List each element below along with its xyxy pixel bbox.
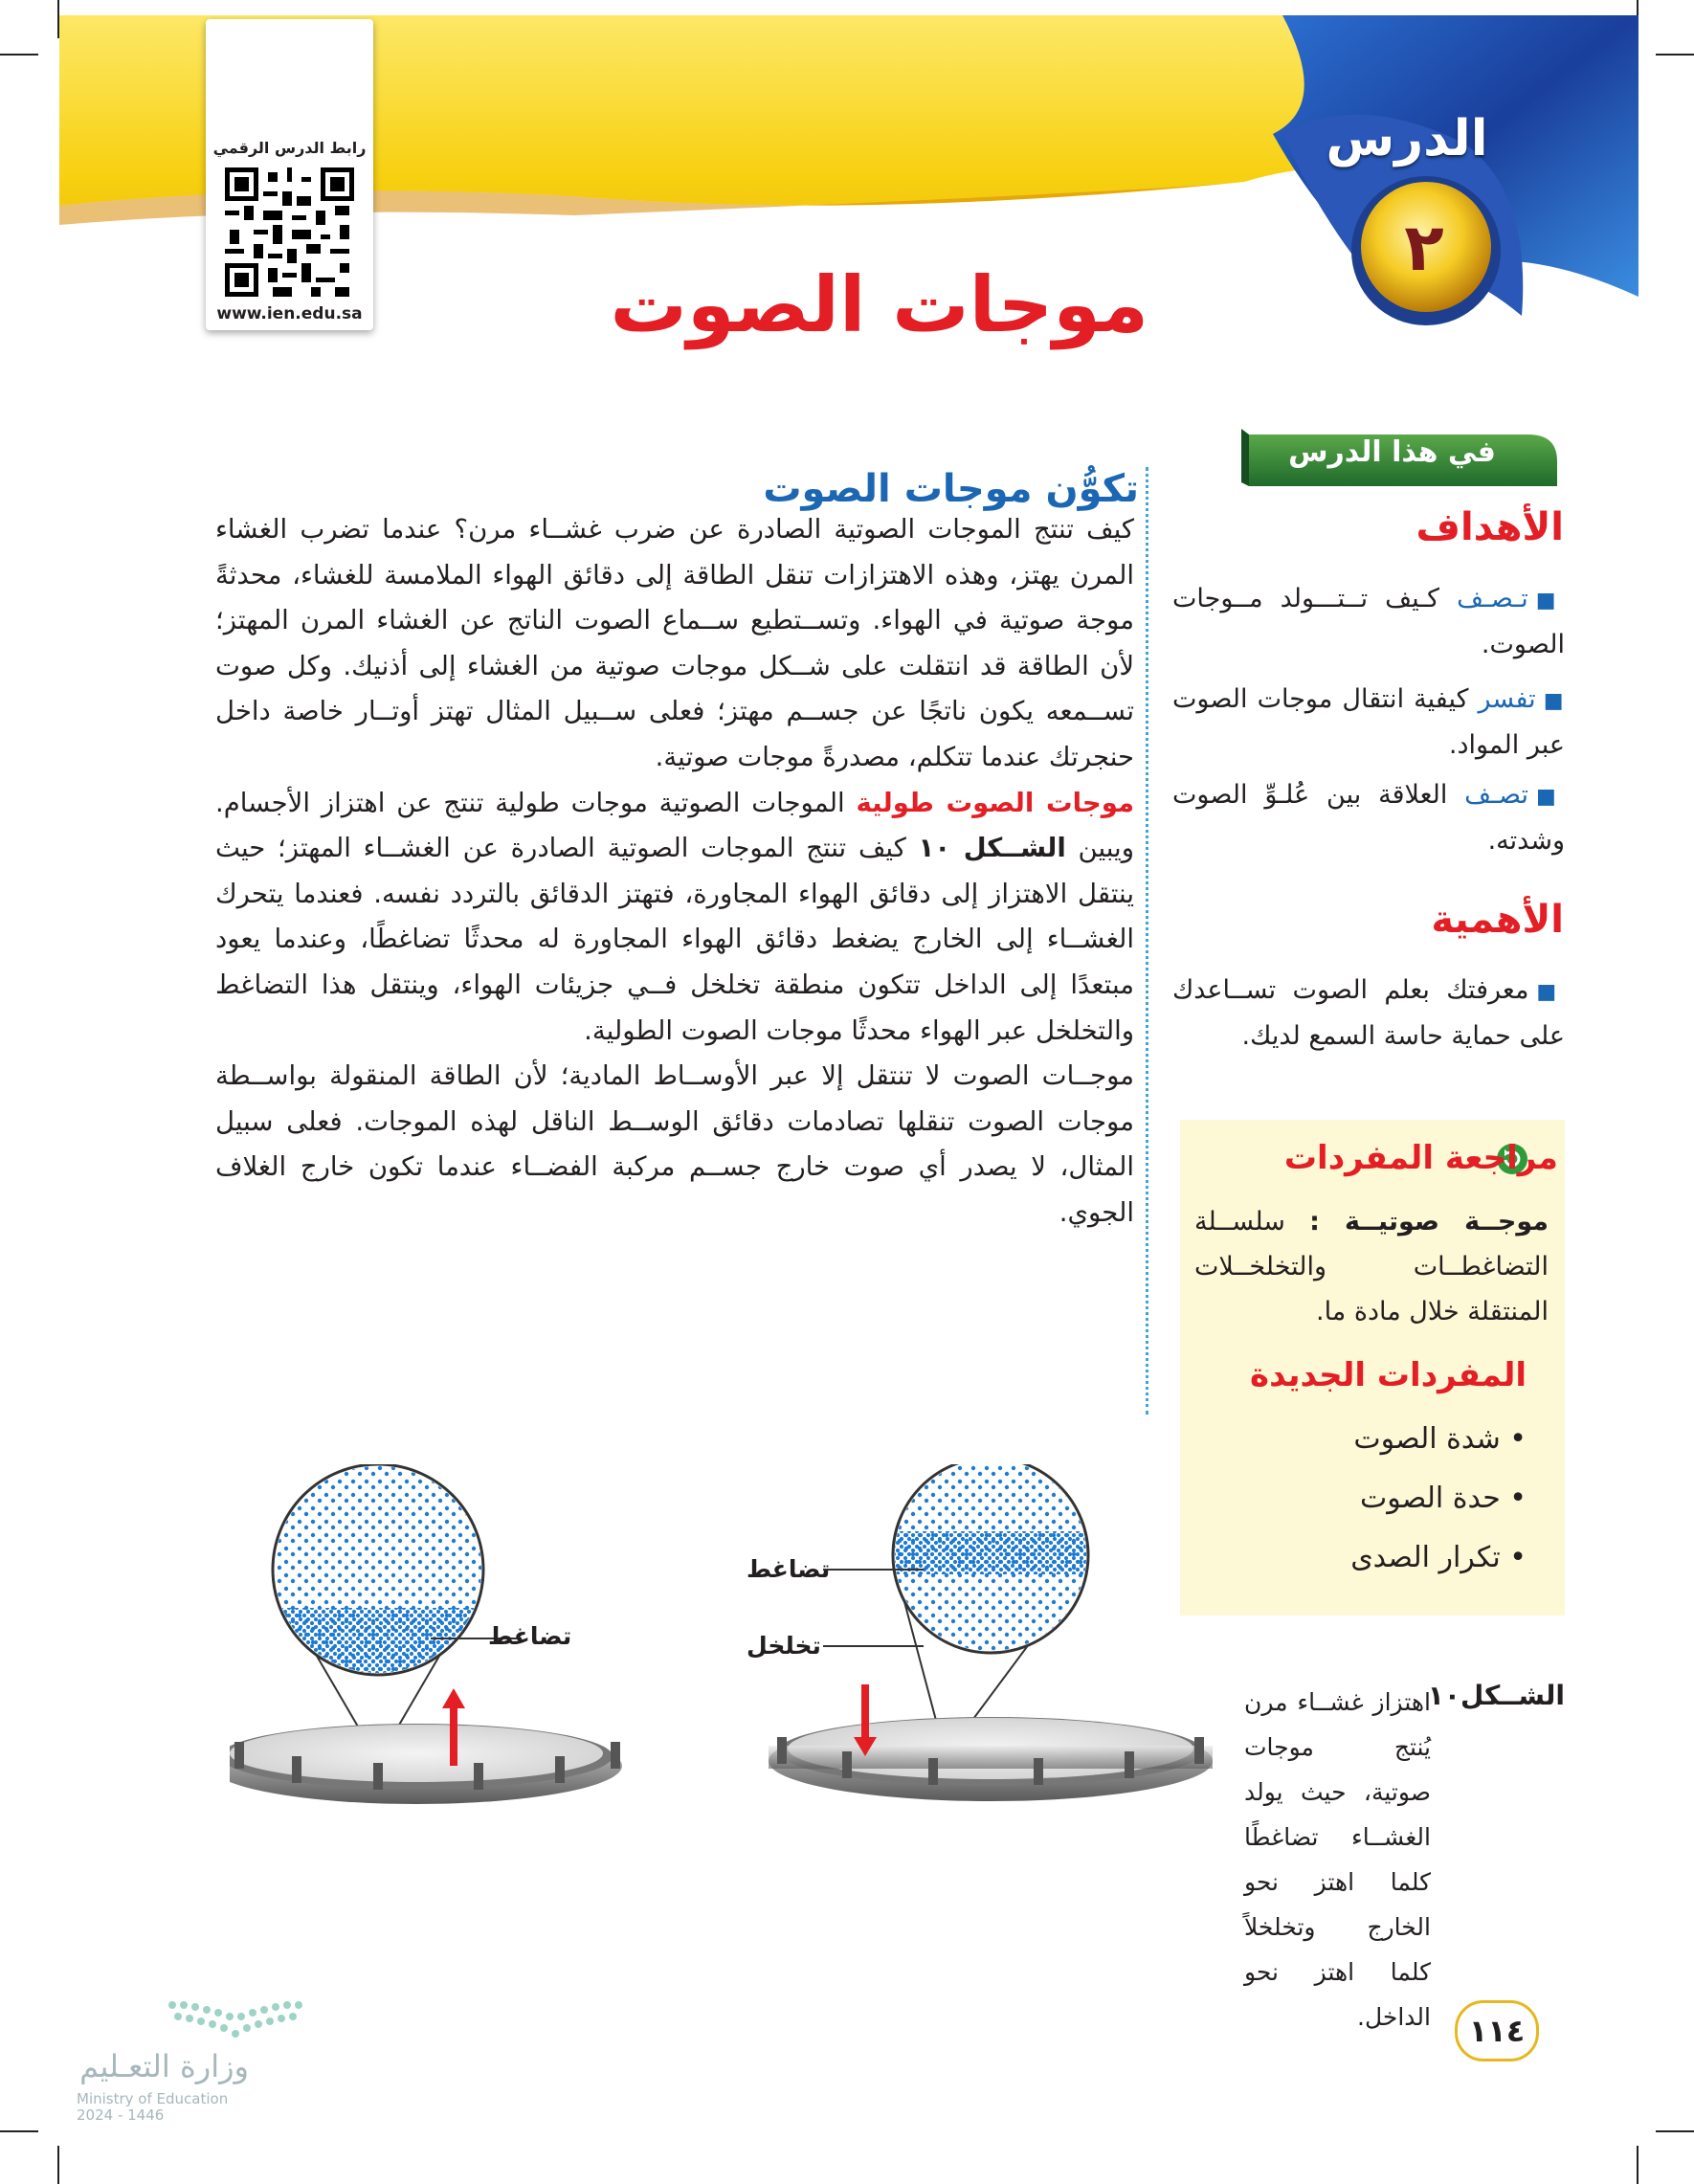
importance-item: ■معرفتك بعلم الصوت تســاعدك على حماية حاسة السمع لديك.: [1172, 975, 1565, 1051]
vocab-review-heading: مراجعة المفردات: [1283, 1139, 1558, 1177]
importance-heading: الأهمية: [1431, 898, 1564, 942]
paragraph-1: كيف تنتج الموجات الصوتية الصادرة عن ضرب غشــاء مرن؟ عندما تضرب الغشاء المرن يهتز، وهذه الاهتزازات تنقل الطاقة إلى دقائق الهواء الملامسة للغشاء، محدثةً موجة صوتية في الهواء. وتســتطيع ســماع الصوت الناتج عن الغشاء المرن المهتز؛ لأن الطاقة قد انتقلت على شــكل موجات صوتية من الغشاء إلى أذنيك. وكل صوت تســمعه يكون ناتجًا عن جســم مهتز؛ فعلى ســبيل المثال تهتز أوتــار خاصة داخل حنجرتك عندما تتكلم، مصدرةً موجات صوتية.: [215, 514, 1134, 772]
ministry-name-ar: وزارة التعـليم: [79, 2048, 249, 2084]
new-vocab-item: • حدة الصوت: [1359, 1482, 1527, 1515]
label-compression: تضاغط: [747, 1555, 831, 1583]
paragraph-3: موجــات الصوت لا تنتقل إلا عبر الأوســاط المادية؛ لأن الطاقة المنقولة بواســطة موجات الصوت تنقلها تصادمات دقائق الوســط الناقل لهذه الموجات. فعلى سبيل المثال، لا يصدر أي صوت خارج جســم مركبة الفضــاء عندما تكون خارج الغلاف الجوي.: [215, 1060, 1134, 1228]
lesson-label: الدرس: [1326, 110, 1488, 167]
qr-code-icon[interactable]: [225, 167, 354, 297]
new-vocab-item: • تكرار الصدى: [1350, 1541, 1527, 1574]
column-divider: [1146, 467, 1148, 1415]
crop-mark: [1637, 2146, 1638, 2184]
new-vocab-heading: المفردات الجديدة: [1250, 1356, 1527, 1394]
ministry-logo-icon: [163, 1995, 316, 2043]
crop-mark: [57, 2146, 59, 2184]
new-vocab-item: • شدة الصوت: [1353, 1422, 1527, 1456]
goal-item: ■تفسر كيفية انتقال موجات الصوت عبر المواد.: [1172, 684, 1565, 760]
label-rarefaction: تخلخل: [747, 1632, 821, 1660]
page-title: موجات الصوت: [610, 260, 1148, 349]
section-title: تكوُّن موجات الصوت: [763, 467, 1139, 511]
lesson-number: ٢: [1404, 211, 1444, 286]
qr-label: رابط الدرس الرقمي: [212, 139, 367, 157]
paragraph-2: موجات الصوت طولية الموجات الصوتية موجات طولية تنتج عن اهتزاز الأجسام. ويبين الشــكل ١٠ كيف تنتج الموجات الصوتية الصادرة عن الغشــاء المهتز؛ حيث ينتقل الاهتزاز إلى دقائق الهواء المجاورة، فتهتز الدقائق بالتردد نفسه. فعندما يتحرك الغشــاء إلى الخارج يضغط دقائق الهواء المجاورة له محدثًا تضاغطًا، وعندما يعود مبتعدًا إلى الداخل تتكون منطقة تخلخل فــي جزيئات الهواء، وينتقل هذا التضاغط والتخلخل عبر الهواء محدثًا موجات الصوت الطولية.: [215, 787, 1134, 1046]
vocab-definition: موجــة صوتيــة : سلســلة التضاغطــات والتخلخــلات المنتقلة خلال مادة ما.: [1194, 1207, 1549, 1326]
qr-url[interactable]: www.ien.edu.sa: [216, 304, 363, 323]
ministry-name-en: Ministry of Education: [77, 2090, 229, 2107]
label-compression: تضاغط: [488, 1622, 572, 1650]
crop-mark: [1656, 2130, 1694, 2132]
main-text: [215, 507, 1134, 1237]
figure-caption-title: الشــكل١٠: [1427, 1680, 1565, 1711]
figure-caption-text: اهتزاز غشــاء مرن يُنتج موجات صوتية، حيث يولد الغشــاء تضاغطًا كلما اهتز نحو الخارج وتخلخلاً كلما اهتز نحو الداخل.: [1244, 1688, 1431, 2031]
page-number: ١١٤: [1455, 2000, 1539, 2061]
goals-heading: الأهداف: [1415, 505, 1564, 549]
qr-card[interactable]: [206, 19, 373, 330]
figure-drum-outward: [230, 1464, 660, 1818]
goal-item: ■تـصـف كـيف تــتـــولد مــوجات الصوت.: [1172, 584, 1565, 659]
goal-item: ■تصـف العلاقة بين عُلـوِّ الصوت وشدته.: [1172, 780, 1565, 856]
crop-mark: [0, 2130, 38, 2132]
in-this-lesson-label: في هذا الدرس: [1288, 435, 1496, 469]
ministry-year: 2024 - 1446: [77, 2106, 165, 2124]
